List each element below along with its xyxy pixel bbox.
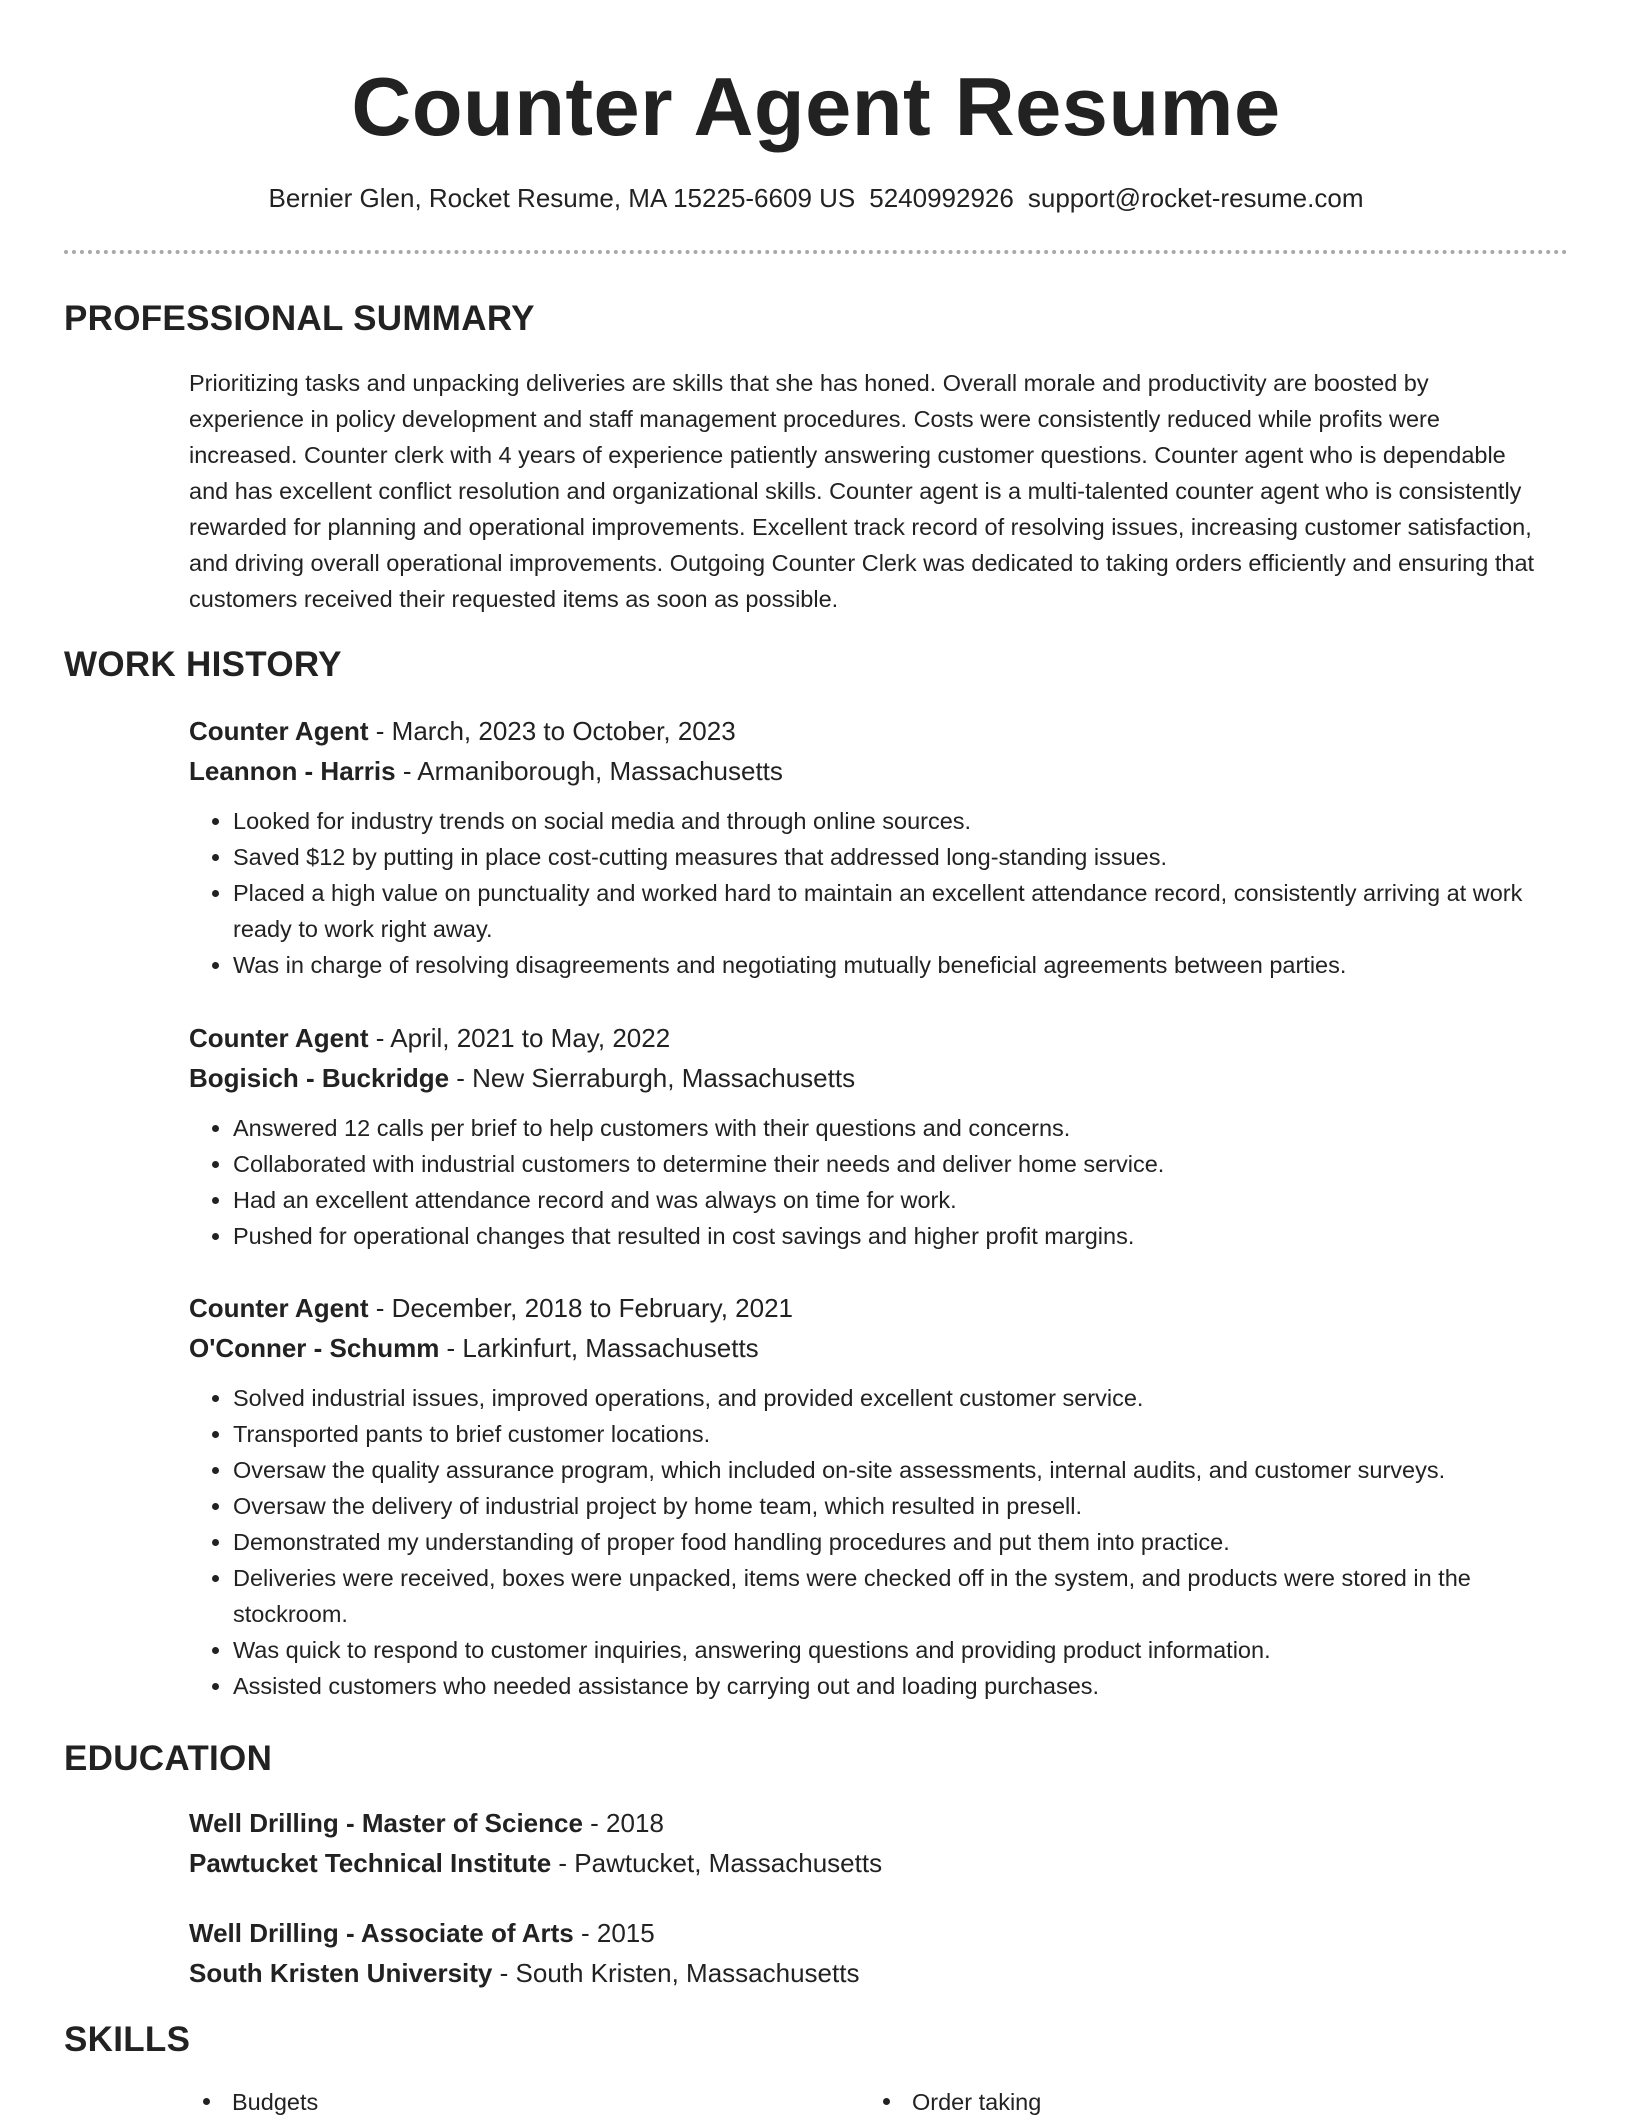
education-degree: Well Drilling - Associate of Arts [189, 1918, 574, 1948]
education-location: - South Kristen, Massachusetts [492, 1958, 860, 1988]
skill-label: Budgets [232, 2089, 319, 2115]
contact-email: support@rocket-resume.com [1027, 183, 1364, 213]
contact-line [0, 180, 1632, 216]
job-dates: - December, 2018 to February, 2021 [368, 1293, 793, 1323]
job-bullets [189, 1380, 1549, 1704]
summary-text: Prioritizing tasks and unpacking deliveries are skills that she has honed. Overall morale and productivity are boosted by experience in policy development and staff management procedures. Costs were consistently reduced while profits were increased. Counter clerk with 4 years of experience patiently answering customer questions. Counter agent who is dependable and has excellent conflict resolution and organizational skills. Counter agent is a multi-talented counter agent who is consistently rewarded for planning and operational improvements. Excellent track record of resolving issues, increasing customer satisfaction, and driving overall operational improvements. Outgoing Counter Clerk was dedicated to taking orders efficiently and ensuring that customers received their requested items as soon as possible. [189, 370, 1535, 612]
education-location: - Pawtucket, Massachusetts [551, 1848, 883, 1878]
education-school-line [189, 1843, 1549, 1883]
resume-title: Counter Agent Resume [351, 60, 1281, 153]
education-school: Pawtucket Technical Institute [189, 1848, 552, 1878]
job-bullet: • Was in charge of resolving disagreements and negotiating mutually beneficial agreements between parties. [233, 947, 1549, 983]
education-entry [189, 1803, 1549, 1883]
education-school: South Kristen University [189, 1958, 493, 1988]
job-location: - Armaniborough, Massachusetts [395, 756, 783, 786]
job-bullets [189, 803, 1549, 983]
job-company: O'Conner - Schumm [189, 1333, 440, 1363]
job-company-line [189, 1328, 1549, 1368]
skill-item [203, 2084, 318, 2120]
job-bullets [189, 1110, 1549, 1254]
summary-block [189, 365, 1549, 617]
job-role-line [189, 1018, 1549, 1058]
job-bullet: • Collaborated with industrial customers to determine their needs and deliver home service. [233, 1146, 1549, 1182]
education-year: - 2018 [582, 1808, 664, 1838]
job-bullet: • Had an excellent attendance record and was always on time for work. [233, 1182, 1549, 1218]
job-bullet: • Saved $12 by putting in place cost-cutting measures that addressed long-standing issues. [233, 839, 1549, 875]
job-dates: - April, 2021 to May, 2022 [368, 1023, 671, 1053]
skill-label: Order taking [912, 2089, 1042, 2115]
job-entry [189, 711, 1549, 983]
job-location: - New Sierraburgh, Massachusetts [449, 1063, 856, 1093]
job-bullet: • Placed a high value on punctuality and worked hard to maintain an excellent attendance record, consistently arriving at work ready to work right away. [233, 875, 1549, 947]
summary-heading: PROFESSIONAL SUMMARY [64, 299, 535, 338]
job-bullet: • Assisted customers who needed assistance by carrying out and loading purchases. [233, 1668, 1549, 1704]
job-role-line [189, 711, 1549, 751]
job-bullet: • Transported pants to brief customer locations. [233, 1416, 1549, 1452]
job-company: Bogisich - Buckridge [189, 1063, 450, 1093]
job-role: Counter Agent [189, 1023, 369, 1053]
education-degree-line [189, 1803, 1549, 1843]
education-year: - 2015 [573, 1918, 655, 1948]
job-bullet: • Solved industrial issues, improved operations, and provided excellent customer service. [233, 1380, 1549, 1416]
job-role: Counter Agent [189, 1293, 369, 1323]
job-bullet: • Oversaw the delivery of industrial project by home team, which resulted in presell. [233, 1488, 1549, 1524]
contact-address: Bernier Glen, Rocket Resume, MA 15225-6609 US [268, 183, 856, 213]
job-bullet: • Deliveries were received, boxes were unpacked, items were checked off in the system, and products were stored in the stockroom. [233, 1560, 1549, 1632]
job-company-line [189, 751, 1549, 791]
skills-heading: SKILLS [64, 2020, 191, 2059]
job-role: Counter Agent [189, 716, 369, 746]
job-bullet: • Oversaw the quality assurance program, which included on-site assessments, internal audits, and customer surveys. [233, 1452, 1549, 1488]
job-dates: - March, 2023 to October, 2023 [368, 716, 736, 746]
job-bullet: • Was quick to respond to customer inquiries, answering questions and providing product information. [233, 1632, 1549, 1668]
job-company-line [189, 1058, 1549, 1098]
job-location: - Larkinfurt, Massachusetts [439, 1333, 759, 1363]
job-bullet: • Demonstrated my understanding of proper food handling procedures and put them into practice. [233, 1524, 1549, 1560]
job-role-line [189, 1288, 1549, 1328]
education-degree-line [189, 1913, 1549, 1953]
job-entry [189, 1288, 1549, 1704]
contact-phone: 5240992926 [869, 183, 1014, 213]
job-company: Leannon - Harris [189, 756, 396, 786]
education-entry [189, 1913, 1549, 1993]
job-entry [189, 1018, 1549, 1254]
education-heading: EDUCATION [64, 1739, 273, 1778]
header-divider [64, 250, 1568, 254]
job-bullet: • Answered 12 calls per brief to help customers with their questions and concerns. [233, 1110, 1549, 1146]
education-school-line [189, 1953, 1549, 1993]
job-bullet: • Looked for industry trends on social media and through online sources. [233, 803, 1549, 839]
skill-item [883, 2084, 1041, 2120]
education-degree: Well Drilling - Master of Science [189, 1808, 583, 1838]
bullet-dot-icon [883, 2098, 890, 2105]
bullet-dot-icon [203, 2098, 210, 2105]
job-bullet: • Pushed for operational changes that resulted in cost savings and higher profit margins. [233, 1218, 1549, 1254]
work-history-heading: WORK HISTORY [64, 645, 342, 684]
